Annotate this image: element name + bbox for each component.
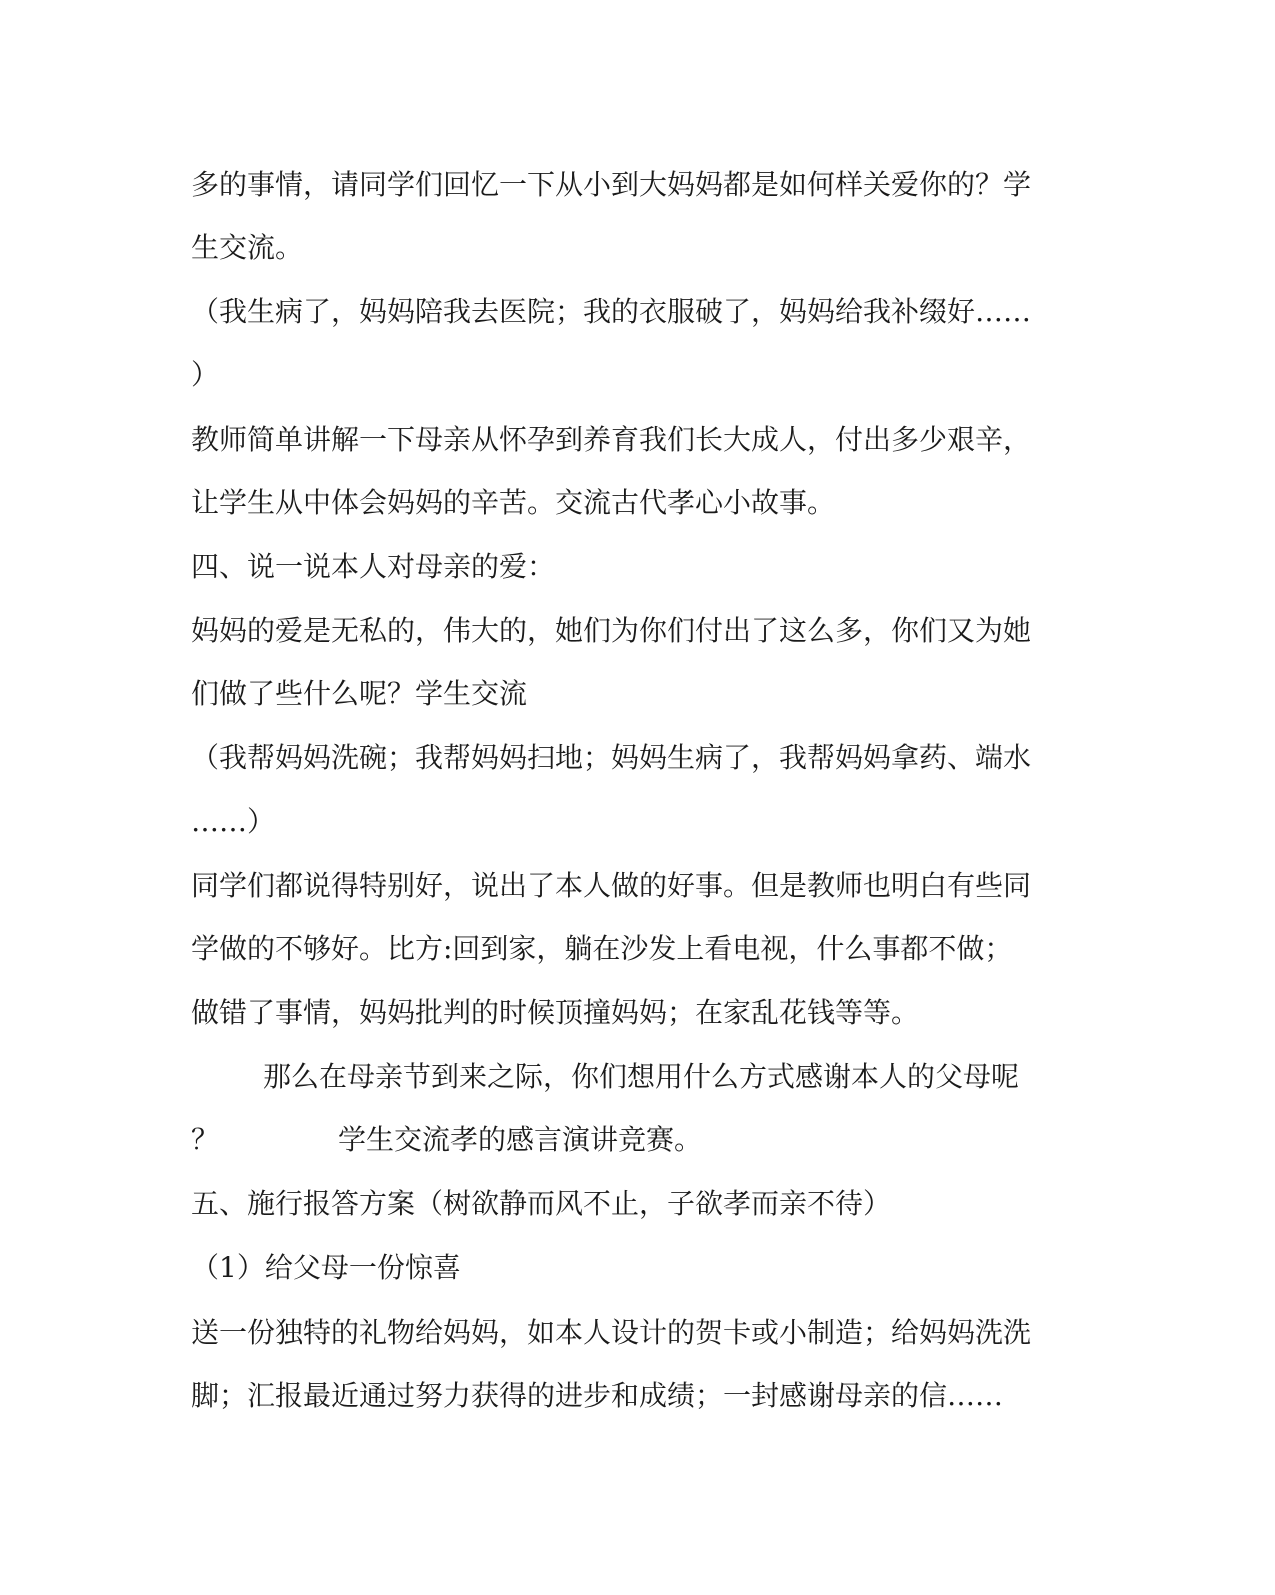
text-line: 送一份独特的礼物给妈妈，如本人设计的贺卡或小制造；给妈妈洗洗 (191, 1316, 1032, 1349)
text-line: ……） (191, 805, 276, 838)
text-line: （我生病了，妈妈陪我去医院；我的衣服破了，妈妈给我补缀好…… (191, 295, 1032, 328)
text-line: 学做的不够好。比方:回到家，躺在沙发上看电视，什么事都不做； (191, 932, 1013, 965)
text-line: 学生交流孝的感言演讲竞赛。 (338, 1123, 703, 1156)
section-heading: 四、说一说本人对母亲的爱： (191, 550, 556, 583)
text-line: （我帮妈妈洗碗；我帮妈妈扫地；妈妈生病了，我帮妈妈拿药、端水 (191, 741, 1032, 774)
text-line: 教师简单讲解一下母亲从怀孕到养育我们长大成人，付出多少艰辛， (191, 423, 1032, 456)
text-line: 生交流。 (191, 231, 304, 264)
text-line: 妈妈的爱是无私的，伟大的，她们为你们付出了这么多，你们又为她 (191, 614, 1032, 647)
section-heading: 五、施行报答方案（树欲静而风不止，子欲孝而亲不待） (191, 1187, 892, 1220)
text-line: 脚；汇报最近通过努力获得的进步和成绩；一封感谢母亲的信…… (191, 1379, 1004, 1412)
text-line: 那么在母亲节到来之际，你们想用什么方式感谢本人的父母呢 (263, 1060, 1020, 1093)
text-line: 做错了事情，妈妈批判的时候顶撞妈妈；在家乱花钱等等。 (191, 996, 920, 1029)
text-line: 让学生从中体会妈妈的辛苦。交流古代孝心小故事。 (191, 486, 836, 519)
text-line: 多的事情，请同学们回忆一下从小到大妈妈都是如何样关爱你的？学 (191, 168, 1032, 201)
text-line: 们做了些什么呢？学生交流 (191, 677, 528, 710)
text-line: ？ (191, 1123, 220, 1156)
text-line: 同学们都说得特别好，说出了本人做的好事。但是教师也明白有些同 (191, 869, 1032, 902)
text-line: ） (191, 358, 220, 391)
subsection-heading: （1）给父母一份惊喜 (191, 1251, 461, 1284)
